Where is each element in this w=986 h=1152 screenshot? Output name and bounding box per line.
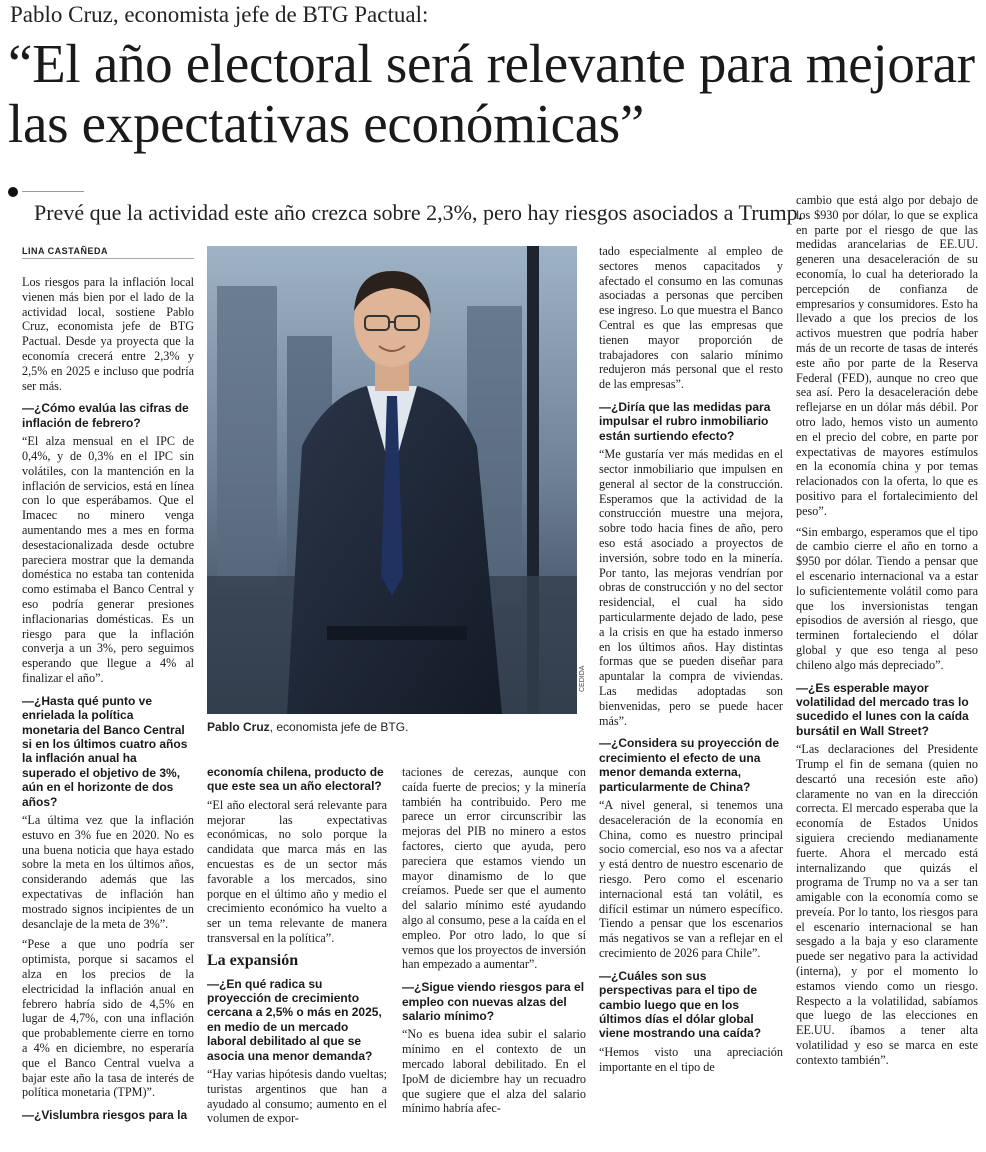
paragraph: taciones de cerezas, aunque con caída fuerte de precios; y la minería también ha contribuido. Pero me parece un error circunscribir las mejoras del PIB no minero a estos factores, cierto que ayuda, pero pareciera que estamos viendo un mayor dinamismo de lo que creíamos. Puede ser que el aumento del salario mínimo esté ayudando algo al consumo, pese a la caída en el empleo. Por otro lado, lo que sí vemos que los proyectos de inversión han empezado a aumentar”. bbox=[402, 765, 586, 972]
photo-credit: CEDIDA bbox=[579, 665, 586, 692]
paragraph: “Hay varias hipótesis dando vueltas; turistas argentinos que han a ayudado al consumo; aumento en el volumen de expor- bbox=[207, 1067, 387, 1126]
portrait-photo bbox=[207, 246, 577, 714]
byline: LINA CASTAÑEDA bbox=[22, 246, 108, 256]
paragraph: “Pese a que uno podría ser optimista, porque si sacamos el alza en los precios de la electricidad la inflación anual en febrero habría sido de 4,5% en lugar de 4,7%, con una inflación que probablemente cierre en torno a 4% en diciembre, no esperaría que el Banco Central vuelva a bajar este año la tasa de interés de política monetaria (TPM)”. bbox=[22, 937, 194, 1100]
question: —¿Es esperable mayor volatilidad del mercado tras lo sucedido el lunes con la caída bursátil en Wall Street? bbox=[796, 680, 969, 738]
caption-name: Pablo Cruz bbox=[207, 720, 270, 734]
paragraph: “No es buena idea subir el salario mínimo en el contexto de un mercado laboral debilitado. En el IpoM de diciembre hay un recuadro que sugiere que el alza del salario mínimo habría afec- bbox=[402, 1027, 586, 1116]
portrait-illustration bbox=[207, 246, 577, 714]
paragraph: “Las declaraciones del Presidente Trump el fin de semana (quien no descartó una recesión este año) claramente no van en la dirección correcta. El mercado esperaba que la economía de Estados Unidos siguiera creciendo medianamente fuerte. Ahora el mercado está internalizando que quizás el programa de Trump no va a ser tan amigable con la economía como se preveía. Por lo tanto, los riesgos para el escenario internacional se han sesgado a la baja y eso claramente puede ser negativo para la actividad (interna), y por el momento lo estamos viendo como un riesgo. Respecto a la volatilidad, sabíamos que luego de las elecciones en EE.UU. íbamos a tener alta volatilidad y eso se marca en este contexto también”. bbox=[796, 742, 978, 1067]
question: —¿Cuáles son sus perspectivas para el tipo de cambio luego que en los últimos días el dólar global viene mostrando una caída? bbox=[599, 968, 762, 1041]
paragraph: Los riesgos para la inflación local vienen más bien por el lado de la actividad local, sostiene Pablo Cruz, economista jefe de BTG Pactual. Desde ya proyecta que la economía crecerá entre 2,3% y 2,5% en 2025 e incluso que podría ser más. bbox=[22, 275, 194, 393]
headline: “El año electoral será relevante para mejorar las expectativas económicas” bbox=[8, 33, 975, 154]
paragraph: “Sin embargo, esperamos que el tipo de cambio cierre el año en torno a $950 por dólar. Tiendo a pensar que el escenario internacional va a estar lo suficientemente volátil como para que los inversionistas tengan episodios de aversión al riesgo, que terminen fortaleciendo el dólar global y que eso tenga al peso chileno algo más depreciado”. bbox=[796, 524, 978, 672]
question: economía chilena, producto de que este sea un año electoral? bbox=[207, 765, 384, 794]
column-4 bbox=[599, 244, 783, 1080]
section-heading: La expansión bbox=[207, 951, 299, 969]
question: —¿Cómo evalúa las cifras de inflación de febrero? bbox=[22, 401, 189, 430]
column-3 bbox=[402, 765, 586, 1122]
paragraph: “El alza mensual en el IPC de 0,4%, y de 0,3% en el IPC sin volátiles, con la mantención en la inflación de servicios, está en línea con lo que esperábamos. Que el Imacec no minero venga aumentando mes a mes en forma desestacionalizada desde octubre pareciera mostrar que la demanda doméstica no estaba tan contenida como estimaba el Banco Central y eso podría generar presiones inflacionarias domésticas. Es un riesgo para que la inflación converja a un 3%, pero seguimos esperando que llegue a 4% al finalizar el año”. bbox=[22, 434, 194, 685]
paragraph: cambio que está algo por debajo de los $930 por dólar, lo que se explica en parte por el riesgo de que las medidas arancelarias de EE.UU. generen una desaceleración de su economía, lo cual ha deteriorado la percepción de confianza de empresarios y consumidores. Esto ha llevado a que los precios de los activos muestren que podría haber más de un recorte de tasas de interés este año por parte de la Reserva Federal (FED), aunque no creo que sea así. Pero la desaceleración debe reflejarse en un dólar más débil. Por otro lado, hemos visto un aumento en el precio del cobre, en parte por expectativas de mayores estímulos en la economía china y por temas relacionados con la oferta, lo que es positivo para el fortalecimiento del peso”. bbox=[796, 193, 978, 518]
paragraph: “Me gustaría ver más medidas en el sector inmobiliario que impulsen en general al sector de la construcción. Esperamos que la actividad de la construcción muestre una mejora, sobre todo hacia fines de año, pero eso está asociado a proyectos de inversión, sobre todo en la minería. Por tanto, las mejoras vendrían por obras de construcción y no del sector residencial, el cual ha sido particularmente dejado de lado, pese a la crisis en que ha estado inmerso en los últimos años. Hay distintas formas que se pueden diseñar para apuntalar la compra de viviendas. Las medidas adoptadas son bienvenidas, pero se puede hacer más”. bbox=[599, 447, 783, 728]
question: —¿Hasta qué punto ve enrielada la política monetaria del Banco Central si en los últimos cuatro años la inflación anual ha superado el objetivo de 3%, aún en el horizonte de dos años? bbox=[22, 693, 188, 809]
byline-divider bbox=[22, 258, 194, 259]
bullet-dot bbox=[8, 187, 18, 197]
paragraph: tado especialmente al empleo de sectores menos capacitados y afectado el consumo en las comunas asociadas a personas que perciben ese ingreso. Lo que muestra el Banco Central es que las empresas que tienen mayor proporción de trabajadores con salario mínimo redujeron más personal que el resto de las empresas”. bbox=[599, 244, 783, 392]
column-1 bbox=[22, 275, 194, 1127]
question: —¿Diría que las medidas para impulsar el rubro inmobiliario están surtiendo efecto? bbox=[599, 399, 771, 443]
divider bbox=[22, 191, 84, 192]
subheadline: Prevé que la actividad este año crezca sobre 2,3%, pero hay riesgos asociados a Trump. bbox=[34, 200, 804, 225]
question: —¿Considera su proyección de crecimiento el efecto de una menor demanda externa, particularmente de China? bbox=[599, 736, 780, 794]
paragraph: “La última vez que la inflación estuvo en 3% fue en 2020. No es una buena noticia que haya estado sobre la meta en los últimos años, considerando además que las expectativas de inflación han mostrado signos incipientes de un desanclaje de la meta de 3%”. bbox=[22, 812, 194, 931]
question: —¿Vislumbra riesgos para la bbox=[22, 1108, 188, 1123]
photo-caption bbox=[207, 720, 408, 734]
paragraph: “El año electoral será relevante para mejorar las expectativas económicas, no solo porque la candidata que marca más en las encuestas es de un sector más favorable a los mercados, sino porque en el último año y medio el crecimiento económico ha vuelto a ser un tema relevante de manera transversal en la política”. bbox=[207, 797, 387, 945]
column-5 bbox=[796, 193, 978, 1074]
paragraph: “Hemos visto una apreciación importante en el tipo de bbox=[599, 1044, 783, 1074]
paragraph: “A nivel general, si tenemos una desaceleración de la economía en China, como es nuestro principal socio comercial, eso nos va a afectar y está dentro de nuestro escenario de riesgo. Pero como el escenario internacional está tan volátil, es difícil estimar un número específico. Tiendo a pensar que los escenarios más negativos se van a reflejar en el crecimiento de 2026 para Chile”. bbox=[599, 797, 783, 960]
kicker: Pablo Cruz, economista jefe de BTG Pactual: bbox=[10, 2, 429, 27]
caption-text: , economista jefe de BTG. bbox=[269, 720, 409, 734]
question: —¿En qué radica su proyección de crecimiento cercana a 2,5% o más en 2025, en medio de un mercado laboral debilitado al que se asocia una menor demanda? bbox=[207, 976, 382, 1063]
column-2 bbox=[207, 765, 387, 1132]
question: —¿Sigue viendo riesgos para el empleo con nuevas alzas del salario mínimo? bbox=[402, 980, 585, 1023]
